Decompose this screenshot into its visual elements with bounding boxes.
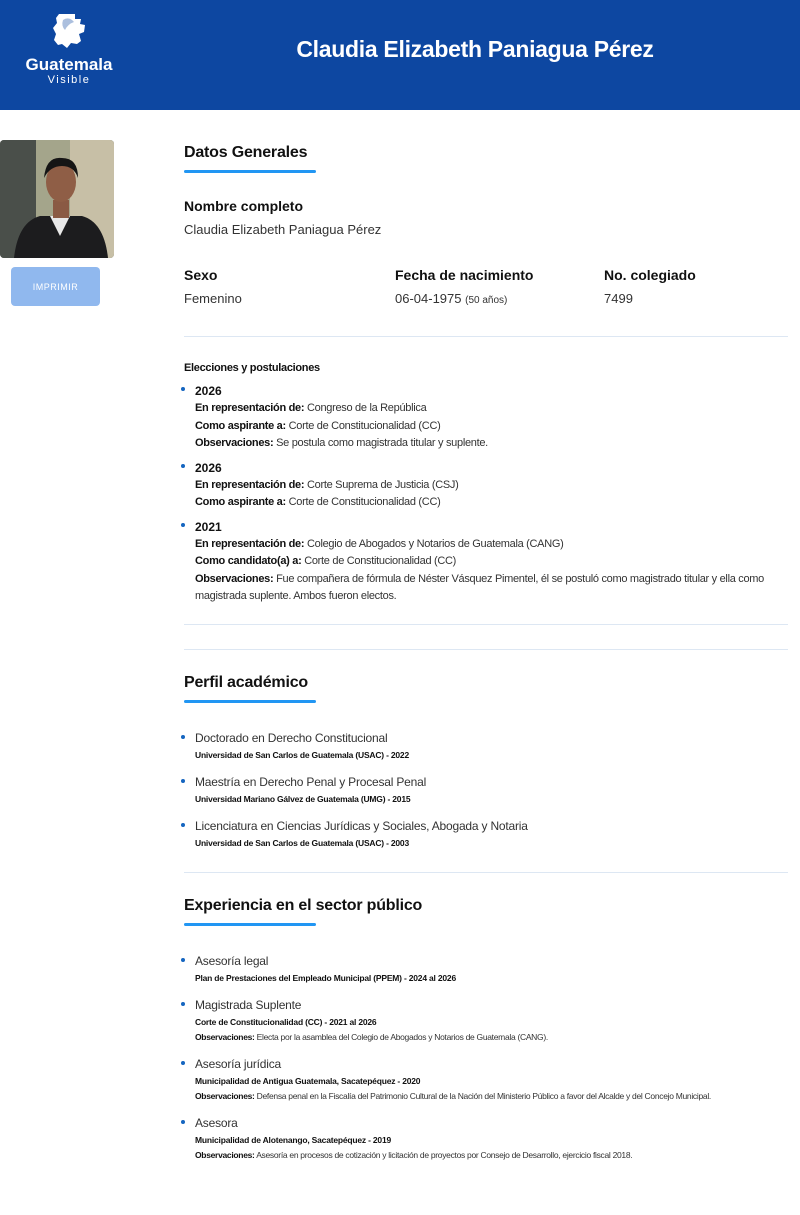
print-button[interactable]: IMPRIMIR [11,267,100,306]
election-year: 2026 [195,460,222,475]
profile-photo [0,140,114,258]
section-underline [184,700,316,703]
divider [184,649,788,650]
page-title: Claudia Elizabeth Paniagua Pérez [296,36,654,62]
list-item [184,459,788,512]
position-title: Asesoría legal [195,953,269,968]
full-name-value: Claudia Elizabeth Paniagua Pérez [184,222,382,237]
colegiado-value: 7499 [604,291,633,306]
field-birth [395,267,604,306]
election-candidate: Como candidato(a) a: Corte de Constitucionalidad (CC) [195,555,457,567]
fields-row [184,267,788,306]
section-underline [184,923,316,926]
section-underline [184,170,316,173]
election-rep: En representación de: Colegio de Abogados y Notarios de Guatemala (CANG) [195,537,564,550]
election-observations: Observaciones: Fue compañera de fórmula de Néster Vásquez Pimentel, él se postuló como magistrado titular y ella como magistrada suplente. Ambos fueron electos. [195,572,764,602]
colegiado-label: No. colegiado [604,267,696,283]
age: (50 años) [465,295,508,306]
election-rep: En representación de: Congreso de la República [195,402,427,414]
degree-institution: Universidad de San Carlos de Guatemala (USAC) - 2003 [195,837,409,848]
guatemala-map-icon [47,10,91,54]
guatemala-visible-logo[interactable] [14,10,124,92]
position-institution: Corte de Constitucionalidad (CC) - 2021 al 2026 [195,1016,377,1027]
list-item [184,730,788,762]
experience-list [184,953,788,1164]
sex-label: Sexo [184,267,218,283]
site-header [0,0,800,110]
election-aspirant: Como aspirante a: Corte de Constitucionalidad (CC) [195,496,441,508]
section-title-academic: Perfil académico [184,673,308,691]
divider [184,336,788,337]
position-institution: Plan de Prestaciones del Empleado Municipal (PPEM) - 2024 al 2026 [195,972,456,983]
experience-section [184,896,423,926]
birth-value [395,291,604,306]
section-title-general: Datos Generales [184,144,308,161]
position-title: Asesoría jurídica [195,1056,281,1071]
list-item [184,518,788,606]
elections-list [184,382,788,606]
birth-label: Fecha de nacimiento [395,267,534,283]
field-colegiado [604,267,696,306]
list-item [184,774,788,806]
degree-institution: Universidad de San Carlos de Guatemala (USAC) - 2022 [195,749,409,760]
election-observations: Observaciones: Se postula como magistrada titular y suplente. [195,437,488,449]
divider [184,624,788,625]
academic-list [184,730,788,850]
list-item [184,1115,788,1164]
degree-title: Licenciatura en Ciencias Jurídicas y Sociales, Abogada y Notaria [195,818,528,833]
degree-title: Maestría en Derecho Penal y Procesal Penal [195,774,427,789]
sex-value: Femenino [184,291,242,306]
main-content [184,140,788,1164]
field-full-name [184,198,788,237]
position-institution: Municipalidad de Antigua Guatemala, Sacatepéquez - 2020 [195,1075,421,1086]
position-observations: Observaciones: Asesoría en procesos de cotización y licitación de proyectos por Consejo de Desarrollo, ejercicio fiscal 2018. [195,1149,633,1160]
election-rep: En representación de: Corte Suprema de Justicia (CSJ) [195,478,459,491]
list-item [184,997,788,1046]
birth-date: 06-04-1975 [395,291,462,306]
position-title: Magistrada Suplente [195,997,302,1012]
election-year: 2026 [195,384,222,398]
election-year: 2021 [195,519,222,534]
general-section [184,140,316,173]
elections-title: Elecciones y postulaciones [184,362,320,374]
logo-subtext: Visible [47,74,91,86]
degree-title: Doctorado en Derecho Constitucional [195,730,388,745]
academic-section [184,674,316,703]
list-item [184,953,788,985]
position-institution: Municipalidad de Alotenango, Sacatepéquez - 2019 [195,1134,392,1145]
position-observations: Observaciones: Defensa penal en la Fiscalía del Patrimonio Cultural de la Nación del Ministerio Público a favor del Alcalde y del Concejo Municipal. [195,1090,711,1101]
list-item [184,382,788,453]
section-title-experience: Experiencia en el sector público [184,896,423,914]
position-title: Asesora [195,1115,238,1130]
list-item [184,818,788,850]
list-item [184,1056,788,1105]
election-aspirant: Como aspirante a: Corte de Constitucionalidad (CC) [195,419,441,432]
position-observations: Observaciones: Electa por la asamblea del Colegio de Abogados y Notarios de Guatemala (CANG). [195,1031,548,1042]
full-name-label: Nombre completo [184,198,304,214]
degree-institution: Universidad Mariano Gálvez de Guatemala (UMG) - 2015 [195,793,411,804]
field-sex [184,267,395,306]
divider [184,872,788,873]
logo-text: Guatemala [25,55,113,74]
